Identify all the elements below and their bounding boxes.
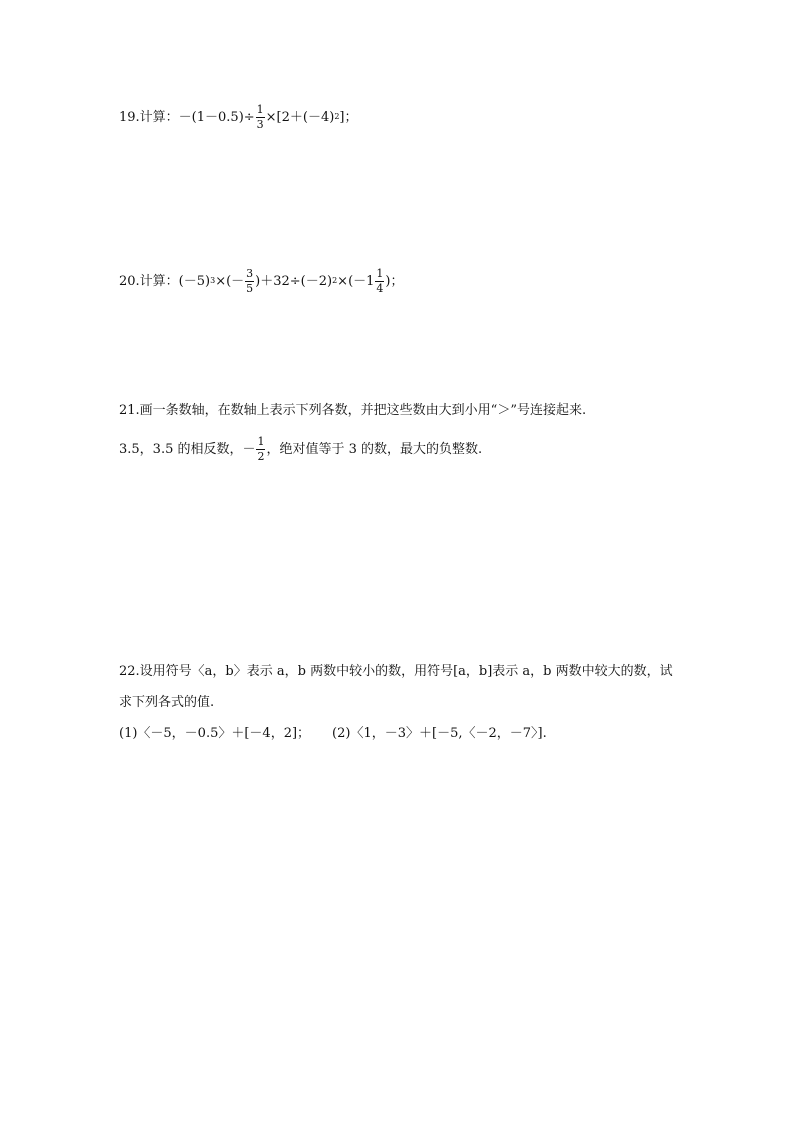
q19-after-fraction: ×[2＋(－4): [265, 109, 335, 125]
q19-frac-numerator: 1: [256, 103, 264, 116]
q19-exponent: 2: [334, 112, 340, 122]
question-22-line-1: [119, 665, 673, 678]
q20-fraction-1: [245, 268, 254, 294]
q20-frac1-denominator: 5: [246, 281, 254, 295]
question-21-line-1: [119, 404, 586, 417]
q20-exponent-2: 2: [332, 276, 338, 286]
q21-line2-suffix: ，绝对值等于 3 的数，最大的负整数.: [266, 441, 483, 457]
q22-text-1: 22.设用符号〈a，b〉表示 a，b 两数中较小的数，用符号[a，b]表示 a，b 两数中较大的数，试: [119, 664, 673, 679]
q21-line2-prefix: 3.5，3.5 的相反数，－: [119, 441, 256, 457]
q20-exponent-1: 3: [210, 276, 216, 286]
q21-text-1: 21.画一条数轴，在数轴上表示下列各数，并把这些数由大到小用“＞”号连接起来.: [119, 403, 587, 418]
question-22-subparts: [119, 727, 547, 740]
q20-part5: )；: [385, 273, 404, 289]
q22-part-1: (1)〈－5，－0.5〉＋[－4，2]；: [119, 726, 311, 741]
q20-part1: 20.计算：(－5): [119, 273, 211, 289]
q22-part-2: (2)〈1，－3〉＋[－5,〈－2，－7〉].: [332, 726, 547, 741]
question-20: [119, 268, 404, 294]
question-19: [119, 104, 357, 130]
q19-prefix: 19.计算：－(1－0.5)÷: [119, 109, 255, 125]
q19-suffix: ]；: [339, 109, 358, 125]
q20-part4: ×(－1: [337, 273, 375, 289]
q20-frac1-numerator: 3: [246, 267, 254, 280]
q22-text-2: 求下列各式的值.: [119, 695, 215, 710]
q20-part2: ×(－: [215, 273, 245, 289]
q21-frac-denominator: 2: [257, 449, 265, 463]
q20-frac2-numerator: 1: [376, 267, 384, 280]
q19-fraction: [256, 104, 265, 130]
q20-frac2-denominator: 4: [376, 281, 384, 295]
q19-frac-denominator: 3: [256, 117, 264, 131]
question-21-line-2: [119, 436, 482, 462]
q20-part3: )＋32÷(－2): [255, 273, 333, 289]
q21-fraction: [256, 436, 265, 462]
q20-fraction-2: [375, 268, 384, 294]
q21-frac-numerator: 1: [257, 435, 265, 448]
question-22-line-2: [119, 696, 214, 709]
